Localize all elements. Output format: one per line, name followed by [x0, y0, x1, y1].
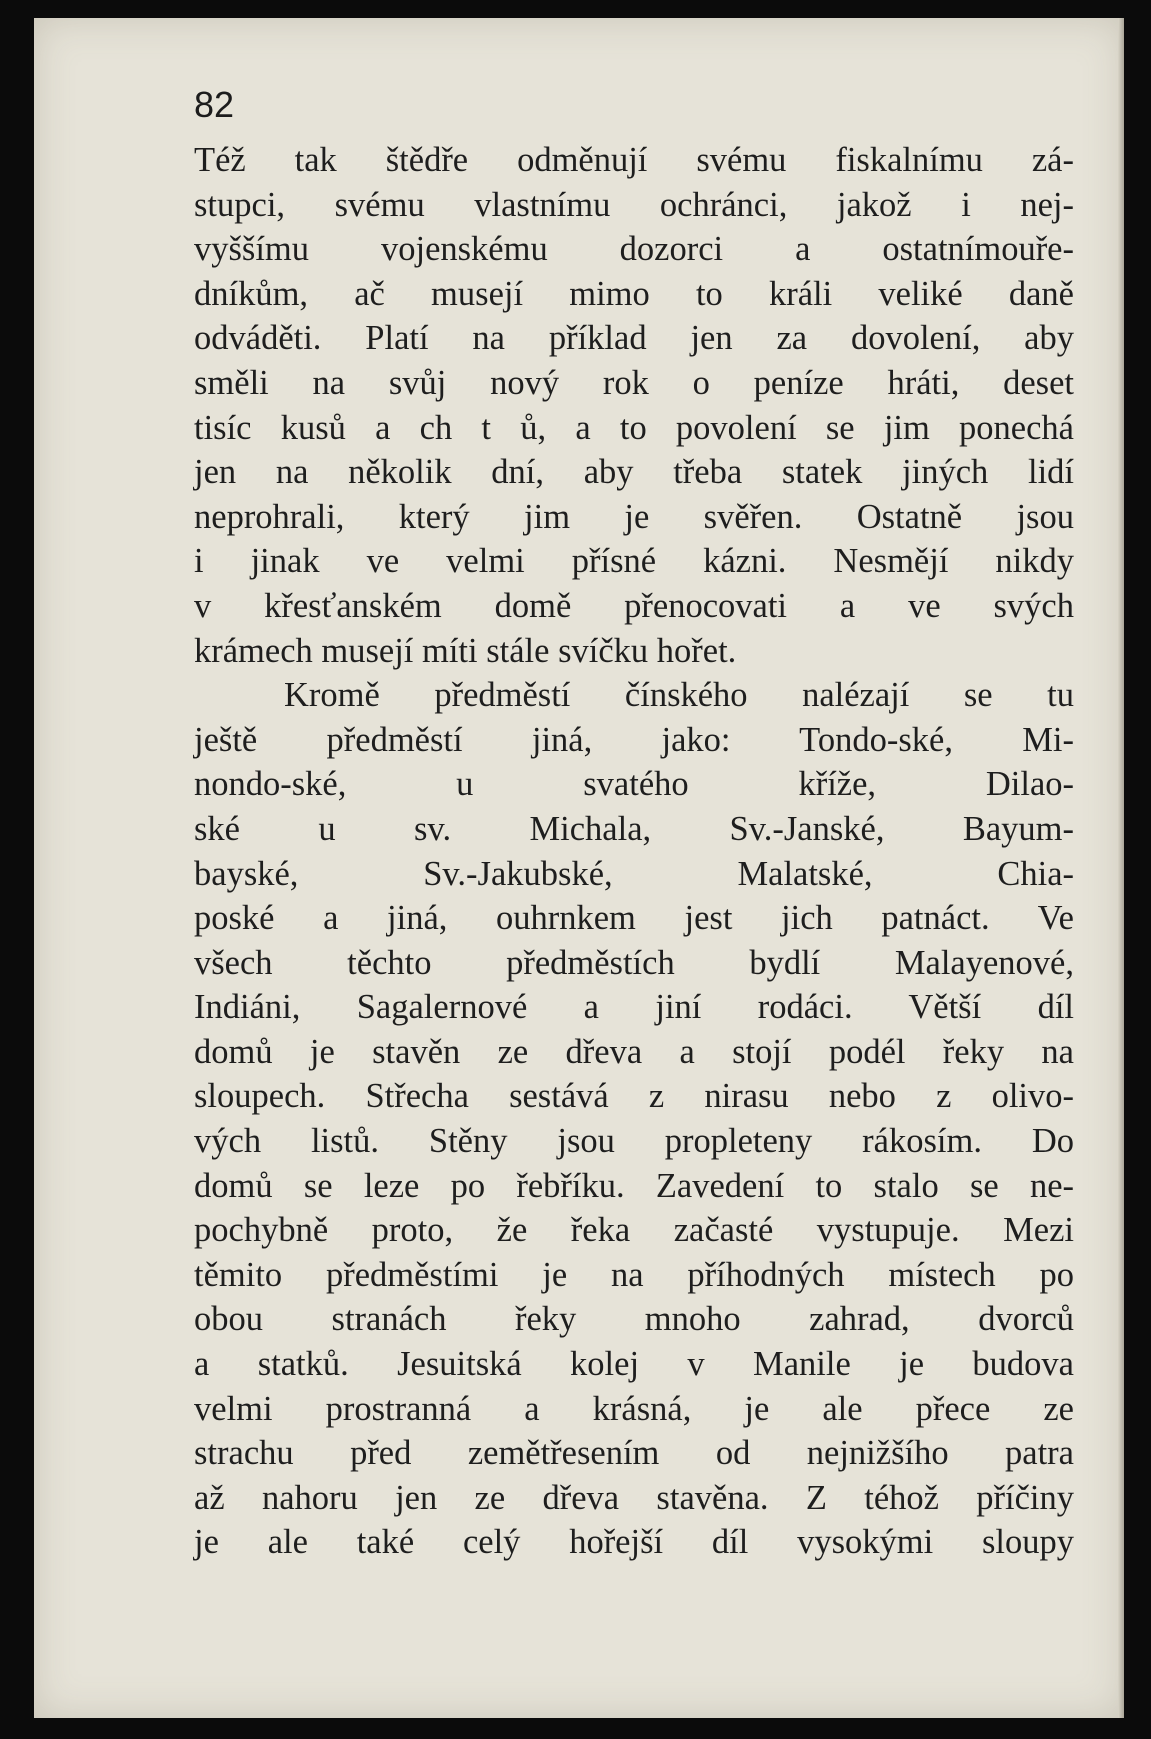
text-line: stupci, svému vlastnímu ochránci, jakož i nej-: [194, 185, 1074, 224]
text-line: všech těchto předměstích bydlí Malayenové,: [194, 943, 1074, 982]
text-line: obou stranách řeky mnoho zahrad, dvorců: [194, 1300, 1074, 1339]
text-line: až nahoru jen ze dřeva stavěna. Z téhož příčiny: [194, 1478, 1074, 1517]
page-binding-edge: [1118, 18, 1124, 1718]
text-line: domů se leze po řebříku. Zavedení to stalo se ne-: [194, 1166, 1074, 1205]
text-line: strachu před zemětřesením od nejnižšího patra: [194, 1434, 1074, 1473]
text-line: jen na několik dní, aby třeba statek jiných lidí: [194, 453, 1074, 492]
text-line: Indiáni, Sagalernové a jiní rodáci. Větší díl: [194, 988, 1074, 1027]
text-line: vých listů. Stěny jsou propleteny rákosím. Do: [194, 1122, 1074, 1161]
text-line: ské u sv. Michala, Sv.-Janské, Bayum-: [194, 809, 1074, 848]
text-line: velmi prostranná a krásná, je ale přece ze: [194, 1389, 1074, 1428]
text-line: neprohrali, který jim je svěřen. Ostatně jsou: [194, 497, 1074, 536]
text-line: nondo-ské, u svatého kříže, Dilao-: [194, 765, 1074, 804]
text-line: krámech musejí míti stále svíčku hořet.: [194, 631, 737, 670]
text-line: Kromě předměstí čínského nalézají se tu: [284, 676, 1074, 715]
text-line: těmito předměstími je na příhodných místech po: [194, 1255, 1074, 1294]
text-line: bayské, Sv.-Jakubské, Malatské, Chia-: [194, 854, 1074, 893]
text-line: vyššímu vojenskému dozorci a ostatnímouře-: [194, 230, 1074, 269]
page-text: [194, 138, 1074, 1565]
page-number: 82: [194, 84, 235, 125]
text-line: i jinak ve velmi přísné kázni. Nesmějí nikdy: [194, 542, 1074, 581]
text-line: dníkům, ač musejí mimo to králi veliké daně: [194, 274, 1074, 313]
text-line: ještě předměstí jiná, jako: Tondo-ské, Mi-: [194, 720, 1074, 759]
text-line: Též tak štědře odměnují svému fiskalnímu zá-: [194, 141, 1074, 179]
text-line: směli na svůj nový rok o peníze hráti, deset: [194, 363, 1074, 402]
text-line: tisíc kusů a ch t ů, a to povolení se jim ponechá: [194, 408, 1074, 447]
text-line: poské a jiná, ouhrnkem jest jich patnáct. Ve: [194, 899, 1074, 938]
text-line: je ale také celý hořejší díl vysokými sloupy: [194, 1523, 1074, 1562]
text-line: domů je stavěn ze dřeva a stojí podél řeky na: [194, 1032, 1074, 1071]
text-line: v křesťanském domě přenocovati a ve svých: [194, 586, 1074, 625]
text-line: sloupech. Střecha sestává z nirasu nebo z olivo-: [194, 1077, 1074, 1116]
text-line: a statků. Jesuitská kolej v Manile je budova: [194, 1345, 1074, 1384]
text-line: pochybně proto, že řeka začasté vystupuje. Mezi: [194, 1211, 1074, 1250]
text-line: odváděti. Platí na příklad jen za dovolení, aby: [194, 319, 1074, 358]
book-page: [34, 18, 1124, 1718]
